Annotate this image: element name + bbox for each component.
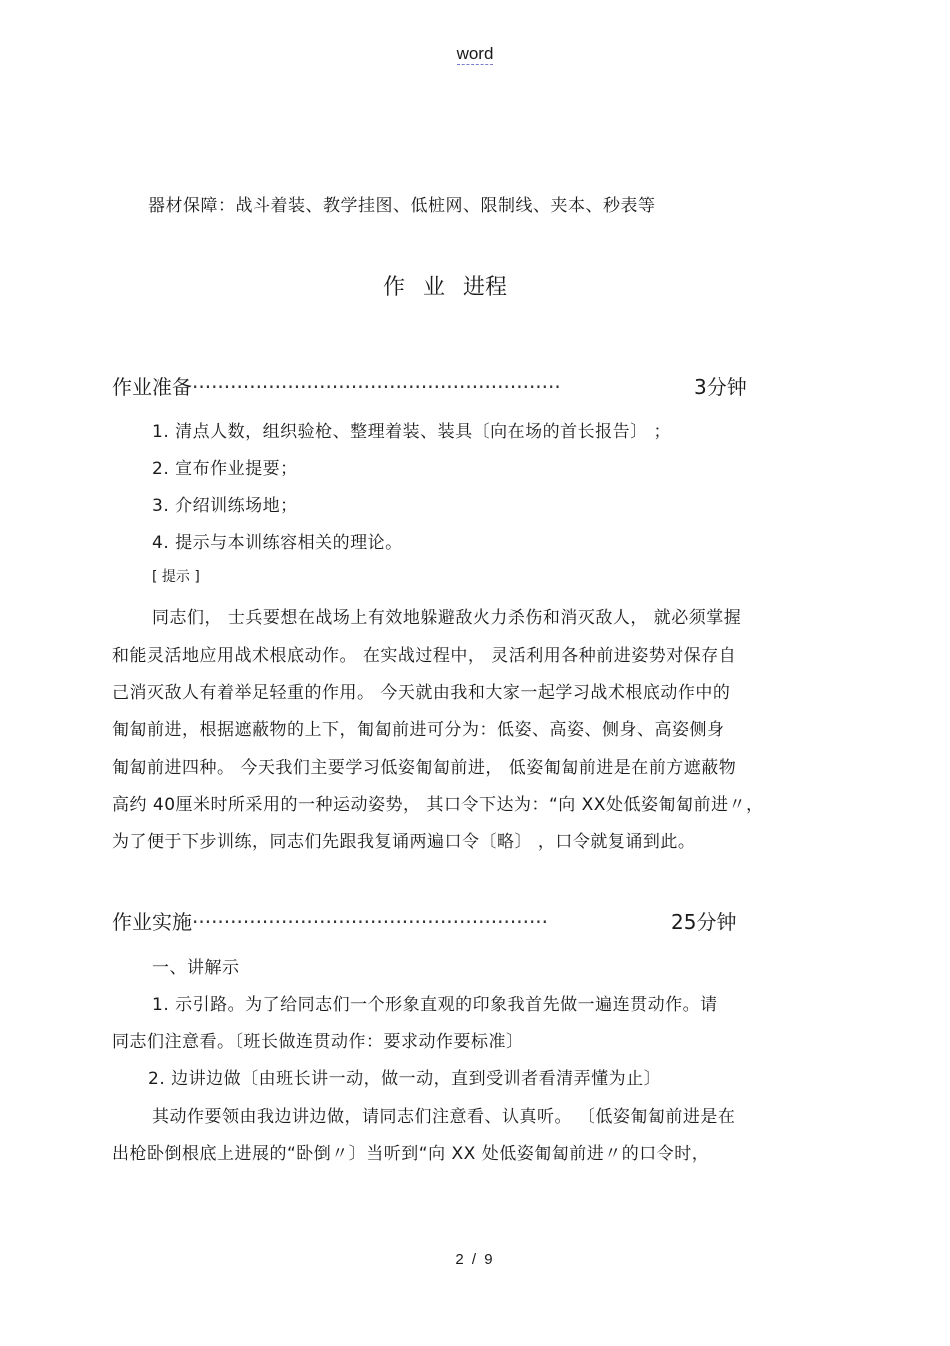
section-impl-label: 作业实施 bbox=[112, 910, 192, 934]
page-header bbox=[0, 44, 950, 64]
impl-line: 1. 示引路。为了给同志们一个形象直观的印象我首先做一遍连贯动作。请 bbox=[152, 995, 718, 1015]
equipment-line: 器材保障：战斗着装、教学挂图、低桩网、限制线、夹本、秒表等 bbox=[148, 196, 656, 216]
title-char-2: 业 bbox=[423, 275, 446, 300]
page-title bbox=[383, 270, 525, 301]
prep-paragraph-line: 己消灭敌人有着举足轻重的作用。 今天就由我和大家一起学习战术根底动作中的 bbox=[112, 683, 731, 703]
impl-subheading: 一、讲解示 bbox=[152, 958, 240, 978]
section-impl-heading bbox=[112, 906, 548, 935]
section-prep-heading bbox=[112, 371, 561, 400]
prep-item-2: 2. 宣布作业提要； bbox=[152, 459, 298, 479]
prep-item-3: 3. 介绍训练场地； bbox=[152, 496, 298, 516]
prep-item-1: 1. 清点人数，组织验枪、整理着装、装具〔向在场的首长报告〕 ； bbox=[152, 422, 672, 442]
prep-paragraph-line: 同志们， 士兵要想在战场上有效地躲避敌火力杀伤和消灭敌人， 就必须掌握 bbox=[152, 608, 742, 628]
hint-label: [ 提示 ] bbox=[152, 569, 200, 585]
prep-paragraph-line: 和能灵活地应用战术根底动作。 在实战过程中， 灵活利用各种前进姿势对保存自 bbox=[112, 646, 737, 666]
prep-item-4: 4. 提示与本训练容相关的理论。 bbox=[152, 533, 403, 553]
impl-line: 2. 边讲边做〔由班长讲一动，做一动，直到受训者看清弄懂为止〕 bbox=[148, 1069, 662, 1089]
section-prep-time: 3分钟 bbox=[694, 375, 747, 399]
impl-line: 出枪卧倒根底上进展的“卧倒〃〕当听到“向 XX 处低姿匍匐前进〃的口令时， bbox=[112, 1144, 710, 1164]
impl-line: 其动作要领由我边讲边做，请同志们注意看、认真听。 〔低姿匍匐前进是在 bbox=[152, 1107, 736, 1127]
prep-paragraph-line: 为了便于下步训练，同志们先跟我复诵两遍口令〔略〕 ，口令就复诵到此。 bbox=[112, 832, 696, 852]
prep-paragraph-line: 高约 40厘米时所采用的一种运动姿势， 其口令下达为：“向 XX处低姿匍匐前进〃， bbox=[112, 795, 764, 815]
header-word-link[interactable]: word bbox=[456, 44, 494, 63]
section-impl-time: 25分钟 bbox=[671, 910, 737, 934]
section-impl-dots: ························································ bbox=[192, 910, 549, 934]
title-char-3: 进程 bbox=[463, 275, 508, 300]
section-prep-dots: ·························································· bbox=[192, 375, 561, 399]
prep-paragraph-line: 匍匐前进，根据遮蔽物的上下，匍匐前进可分为：低姿、高姿、侧身、高姿侧身 bbox=[112, 720, 725, 740]
section-prep-label: 作业准备 bbox=[112, 375, 192, 399]
page-number: 2 / 9 bbox=[455, 1251, 495, 1268]
title-char-1: 作 bbox=[383, 275, 406, 300]
impl-line: 同志们注意看。〔班长做连贯动作：要求动作要标准〕 bbox=[112, 1032, 524, 1052]
prep-paragraph-line: 匍匐前进四种。 今天我们主要学习低姿匍匐前进， 低姿匍匐前进是在前方遮蔽物 bbox=[112, 758, 737, 778]
